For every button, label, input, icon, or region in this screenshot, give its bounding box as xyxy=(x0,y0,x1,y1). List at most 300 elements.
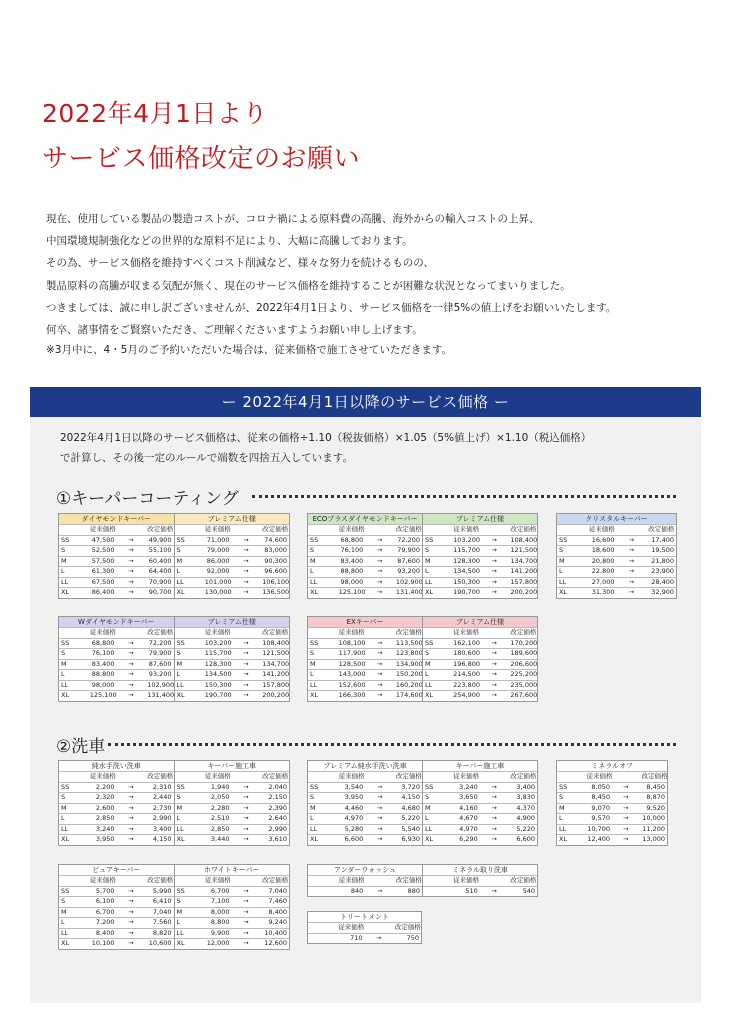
table-row xyxy=(308,782,537,793)
arrow-cell: → xyxy=(117,588,146,598)
old-price-cell: 180,600 xyxy=(453,649,480,657)
size-header xyxy=(59,772,88,783)
old-price-cell: 8,400 xyxy=(88,928,117,939)
new-price-cell: 113,500 xyxy=(395,638,423,647)
section-divider xyxy=(108,743,676,746)
formula-line: 2022年4月1日以降のサービス価格は、従来の価格÷1.10（税抜価格）×1.05（5%値上げ）×1.10（税込価格） xyxy=(60,432,592,444)
old-price-cell: 117,900 xyxy=(338,649,366,657)
table-row xyxy=(308,803,537,814)
arrow-cell: → xyxy=(480,814,509,825)
size-cell: S xyxy=(308,649,337,660)
old-price-cell: 88,800 xyxy=(337,567,366,578)
intro-line: つきましては、誠に申し訳ございませんが、2022年4月1日より、サービス価格を一律5%の値上げをお願いいたします。 xyxy=(46,301,617,314)
new-price-cell: 32,900 xyxy=(646,588,676,598)
size-cell: SS xyxy=(557,535,587,546)
size-cell: LL xyxy=(59,680,88,691)
size-cell: LL xyxy=(59,577,88,588)
arrow-cell: → xyxy=(117,577,146,588)
arrow-cell: → xyxy=(232,782,261,793)
new-price-cell: 200,200 xyxy=(262,691,289,699)
old-price-cell: 150,300 xyxy=(204,680,232,689)
table-row xyxy=(557,567,676,578)
new-price-cell: 9,240 xyxy=(260,918,289,929)
arrow-cell: → xyxy=(232,567,261,578)
table-title: クリスタルキーパー xyxy=(557,514,676,525)
size-header xyxy=(423,876,452,887)
table-row xyxy=(59,907,289,918)
size-cell: SS xyxy=(308,638,337,649)
old-price-cell: 134,500 xyxy=(453,567,480,575)
formula-line: で計算し、その後一定のルールで端数を四捨五入しています。 xyxy=(60,452,353,464)
new-price-cell: 3,830 xyxy=(508,793,537,804)
table-row xyxy=(308,546,537,557)
new-price-cell: 4,150 xyxy=(145,835,174,845)
new-price-cell: 7,560 xyxy=(145,918,174,929)
size-cell: S xyxy=(423,649,452,660)
table-row xyxy=(308,933,421,943)
arrow-cell: → xyxy=(365,886,394,896)
arrow-cell: → xyxy=(232,556,261,567)
size-header xyxy=(308,772,337,783)
new-price-header: 改定価格 xyxy=(262,876,289,884)
size-cell: S xyxy=(59,649,88,660)
table-row xyxy=(59,638,289,649)
size-cell: M xyxy=(557,556,587,567)
new-price-cell: 64,400 xyxy=(145,567,174,578)
old-price-cell: 27,000 xyxy=(587,577,617,588)
arrow-cell: → xyxy=(232,835,261,845)
table-row xyxy=(308,835,537,845)
price-table xyxy=(307,616,538,702)
arrow-cell: → xyxy=(480,638,509,649)
old-price-cell: 710 xyxy=(336,933,364,943)
arrow-cell: → xyxy=(232,670,261,681)
arrow-cell: → xyxy=(365,814,394,825)
table-row xyxy=(59,803,289,814)
arrow-cell: → xyxy=(117,824,146,835)
new-price-cell: 225,200 xyxy=(510,670,537,678)
arrow-cell: → xyxy=(117,638,146,649)
table-title: プレミアム仕様 xyxy=(423,514,538,525)
arrow-cell: → xyxy=(480,835,509,845)
old-price-header: 従来価格 xyxy=(338,525,365,533)
arrow-cell: → xyxy=(232,535,261,546)
new-price-cell: 134,700 xyxy=(510,556,537,565)
price-table xyxy=(58,760,290,846)
old-price-cell: 152,600 xyxy=(338,680,366,689)
old-price-cell: 4,460 xyxy=(337,803,366,814)
size-cell: M xyxy=(59,803,88,814)
old-price-cell: 125,100 xyxy=(89,691,117,699)
price-table xyxy=(307,760,538,846)
new-price-cell: 4,370 xyxy=(508,803,537,814)
new-price-cell: 7,460 xyxy=(260,897,289,908)
new-price-cell: 170,200 xyxy=(510,638,537,647)
size-cell: L xyxy=(308,567,337,578)
size-cell: S xyxy=(59,897,88,908)
size-cell: M xyxy=(59,659,88,670)
old-price-header: 従来価格 xyxy=(453,772,480,780)
old-price-cell: 115,700 xyxy=(453,546,480,554)
size-cell: M xyxy=(423,556,452,567)
arrow-cell: → xyxy=(117,670,146,681)
old-price-cell: 130,000 xyxy=(204,588,232,596)
new-price-cell: 13,000 xyxy=(640,835,668,845)
new-price-cell: 23,900 xyxy=(646,567,676,578)
arrow-cell: → xyxy=(480,649,509,660)
table-title: ホワイトキーパー xyxy=(174,865,289,876)
arrow-cell: → xyxy=(232,939,261,949)
arrow-cell: → xyxy=(117,918,146,929)
formula-text xyxy=(60,428,591,468)
table-row xyxy=(59,928,289,939)
new-price-cell: 540 xyxy=(508,886,537,896)
table-row xyxy=(308,577,537,588)
arrow-cell: → xyxy=(480,659,509,670)
size-cell: L xyxy=(59,814,88,825)
size-cell: LL xyxy=(308,824,337,835)
size-cell: XL xyxy=(59,691,88,701)
size-cell: SS xyxy=(308,782,337,793)
old-price-cell: 68,800 xyxy=(337,535,366,546)
arrow-cell: → xyxy=(117,897,146,908)
table-row xyxy=(59,814,289,825)
new-price-header: 改定価格 xyxy=(147,628,174,636)
table-row xyxy=(308,659,537,670)
arrow-cell: → xyxy=(232,928,261,939)
old-price-cell: 125,100 xyxy=(338,588,366,596)
intro-line: その為、サービス価格を維持すべくコスト削減など、様々な努力を続けるものの、 xyxy=(46,257,434,270)
new-price-cell: 7,040 xyxy=(145,907,174,918)
new-price-cell: 8,450 xyxy=(640,782,668,793)
size-cell: L xyxy=(308,814,337,825)
size-cell: XL xyxy=(308,588,337,598)
arrow-cell: → xyxy=(612,835,640,845)
size-cell xyxy=(308,886,337,896)
arrow-cell: → xyxy=(365,567,394,578)
arrow-cell: → xyxy=(612,824,640,835)
table-row xyxy=(557,556,676,567)
old-price-cell: 71,000 xyxy=(203,535,232,546)
size-cell: LL xyxy=(308,680,337,691)
arrow-cell: → xyxy=(480,680,509,691)
new-price-header: 改定価格 xyxy=(510,628,537,636)
size-cell: LL xyxy=(557,824,585,835)
old-price-cell: 61,300 xyxy=(88,567,117,578)
size-cell: LL xyxy=(308,577,337,588)
size-cell: XL xyxy=(59,939,88,949)
new-price-cell: 750 xyxy=(393,933,421,943)
arrow-cell: → xyxy=(232,546,261,557)
old-price-cell: 108,100 xyxy=(338,638,366,647)
arrow-cell: → xyxy=(480,556,509,567)
new-price-header: 改定価格 xyxy=(262,525,289,533)
new-price-cell: 4,680 xyxy=(394,803,423,814)
old-price-cell: 86,400 xyxy=(88,588,117,598)
new-price-cell: 2,990 xyxy=(260,824,289,835)
new-price-cell: 106,100 xyxy=(262,577,289,586)
size-cell: SS xyxy=(423,535,452,546)
arrow-header xyxy=(365,923,393,934)
size-cell: L xyxy=(174,567,203,578)
table-row xyxy=(557,824,667,835)
size-cell: XL xyxy=(174,835,203,845)
size-cell: S xyxy=(423,793,452,804)
arrow-cell: → xyxy=(612,793,640,804)
size-header xyxy=(308,628,337,639)
table-title: Wダイヤモンドキーパー xyxy=(59,617,174,628)
arrow-cell: → xyxy=(365,803,394,814)
table-title: ミネラル取り洗車 xyxy=(423,865,538,876)
new-price-cell: 49,900 xyxy=(145,535,174,546)
old-price-cell: 52,500 xyxy=(88,546,117,557)
size-cell xyxy=(308,933,336,943)
size-cell: SS xyxy=(423,638,452,649)
table-row xyxy=(308,793,537,804)
size-cell: SS xyxy=(174,535,203,546)
old-price-cell: 6,700 xyxy=(203,886,232,897)
arrow-cell: → xyxy=(117,649,146,660)
size-cell: S xyxy=(59,546,88,557)
old-price-cell: 3,240 xyxy=(88,824,117,835)
new-price-cell: 21,800 xyxy=(646,556,676,567)
reservation-note: ※3月中に、4・5月のご予約いただいた場合は、従来価格で施工させていただきます。 xyxy=(46,344,452,356)
size-cell: LL xyxy=(557,577,587,588)
old-price-cell: 128,300 xyxy=(204,659,232,668)
size-cell: XL xyxy=(423,691,452,701)
arrow-header xyxy=(365,772,394,783)
table-row xyxy=(308,691,537,701)
new-price-cell: 10,000 xyxy=(640,814,668,825)
arrow-header xyxy=(117,628,146,639)
table-row xyxy=(59,886,289,897)
new-price-header: 改定価格 xyxy=(395,628,422,636)
old-price-cell: 214,500 xyxy=(453,670,480,678)
new-price-cell: 108,400 xyxy=(262,638,289,647)
old-price-cell: 18,600 xyxy=(587,546,617,557)
old-price-cell: 6,100 xyxy=(88,897,117,908)
arrow-cell: → xyxy=(365,670,394,681)
new-price-header: 改定価格 xyxy=(641,772,667,780)
arrow-cell: → xyxy=(365,556,394,567)
new-price-cell: 3,400 xyxy=(145,824,174,835)
old-price-header: 従来価格 xyxy=(453,525,480,533)
arrow-cell: → xyxy=(232,588,261,598)
table-row xyxy=(308,588,537,598)
size-cell: LL xyxy=(423,577,452,588)
old-price-cell: 4,670 xyxy=(451,814,480,825)
arrow-cell: → xyxy=(117,546,146,557)
old-price-cell: 1,940 xyxy=(203,782,232,793)
table-row xyxy=(59,680,289,691)
old-price-cell: 5,280 xyxy=(337,824,366,835)
old-price-cell: 7,100 xyxy=(203,897,232,908)
new-price-cell: 79,900 xyxy=(145,649,174,660)
arrow-cell: → xyxy=(617,588,647,598)
price-table xyxy=(307,513,538,599)
table-title: プレミアム仕様 xyxy=(174,514,289,525)
table-row xyxy=(59,939,289,949)
table-row xyxy=(308,567,537,578)
arrow-cell: → xyxy=(232,691,261,701)
old-price-cell: 103,200 xyxy=(204,638,232,647)
old-price-cell: 2,510 xyxy=(203,814,232,825)
arrow-header xyxy=(365,876,394,887)
table-row xyxy=(557,588,676,598)
size-cell: LL xyxy=(59,928,88,939)
section-keeper-coating: ①キーパーコーティング xyxy=(56,489,239,509)
new-price-cell: 160,200 xyxy=(395,680,423,689)
arrow-header xyxy=(232,876,261,887)
old-price-header: 従来価格 xyxy=(453,876,480,884)
arrow-cell: → xyxy=(480,691,509,701)
new-price-cell: 157,800 xyxy=(510,577,537,586)
size-header xyxy=(308,876,337,887)
table-row xyxy=(308,556,537,567)
size-header xyxy=(423,525,452,536)
new-price-cell: 150,200 xyxy=(395,670,423,678)
arrow-cell: → xyxy=(365,933,393,943)
table-row xyxy=(308,680,537,691)
size-cell: S xyxy=(174,897,203,908)
new-price-cell: 2,150 xyxy=(260,793,289,804)
new-price-cell: 880 xyxy=(394,886,423,896)
size-cell: SS xyxy=(174,886,203,897)
old-price-cell: 2,320 xyxy=(88,793,117,804)
arrow-cell: → xyxy=(232,918,261,929)
old-price-cell: 98,000 xyxy=(337,577,366,588)
old-price-cell: 190,700 xyxy=(204,691,232,699)
size-cell xyxy=(423,886,452,896)
size-cell: SS xyxy=(557,782,585,793)
table-row xyxy=(308,670,537,681)
price-table xyxy=(307,911,422,944)
arrow-cell: → xyxy=(232,886,261,897)
table-row xyxy=(59,535,289,546)
table-row xyxy=(308,886,537,896)
new-price-cell: 74,600 xyxy=(260,535,289,546)
new-price-cell: 55,100 xyxy=(145,546,174,557)
arrow-header xyxy=(365,628,394,639)
old-price-cell: 3,440 xyxy=(203,835,232,845)
title-line-2: サービス価格改定のお願い xyxy=(42,144,361,174)
size-header xyxy=(423,628,452,639)
arrow-cell: → xyxy=(232,649,261,660)
old-price-cell: 9,070 xyxy=(585,803,613,814)
new-price-cell: 87,600 xyxy=(394,556,423,567)
arrow-cell: → xyxy=(365,793,394,804)
old-price-cell: 79,000 xyxy=(203,546,232,557)
old-price-cell: 128,500 xyxy=(338,659,366,668)
arrow-cell: → xyxy=(117,680,146,691)
old-price-cell: 2,050 xyxy=(203,793,232,804)
new-price-cell: 174,600 xyxy=(395,691,423,699)
size-cell: S xyxy=(557,546,587,557)
size-header xyxy=(174,772,203,783)
old-price-cell: 98,000 xyxy=(88,680,117,691)
arrow-cell: → xyxy=(480,782,509,793)
old-price-cell: 2,850 xyxy=(88,814,117,825)
size-cell: L xyxy=(174,918,203,929)
old-price-header: 従来価格 xyxy=(204,628,231,636)
size-cell: SS xyxy=(59,782,88,793)
new-price-cell: 131,400 xyxy=(395,588,423,596)
new-price-cell: 141,200 xyxy=(262,670,289,678)
size-cell: M xyxy=(423,659,452,670)
old-price-cell: 8,450 xyxy=(585,793,613,804)
arrow-cell: → xyxy=(232,907,261,918)
new-price-cell: 8,870 xyxy=(640,793,668,804)
table-row xyxy=(557,803,667,814)
table-row xyxy=(59,556,289,567)
old-price-header: 従来価格 xyxy=(204,876,231,884)
old-price-cell: 76,100 xyxy=(337,546,366,557)
new-price-cell: 9,520 xyxy=(640,803,668,814)
section-divider xyxy=(252,495,676,498)
new-price-cell: 90,300 xyxy=(260,556,289,567)
table-row xyxy=(557,782,667,793)
arrow-cell: → xyxy=(117,835,146,845)
new-price-cell: 6,930 xyxy=(394,835,423,845)
table-title: プレミアム仕様 xyxy=(174,617,289,628)
new-price-header: 改定価格 xyxy=(147,772,174,780)
old-price-cell: 83,400 xyxy=(337,556,366,567)
intro-line: 現在、使用している製品の製造コストが、コロナ禍による原料費の高騰、海外からの輸入コストの上昇、 xyxy=(46,213,540,225)
new-price-cell: 6,410 xyxy=(145,897,174,908)
arrow-cell: → xyxy=(612,782,640,793)
old-price-cell: 128,300 xyxy=(453,556,480,565)
old-price-cell: 2,850 xyxy=(203,824,232,835)
size-cell: XL xyxy=(308,691,337,701)
old-price-header: 従来価格 xyxy=(588,525,615,533)
old-price-header: 従来価格 xyxy=(204,525,231,533)
old-price-cell: 223,800 xyxy=(453,680,480,689)
new-price-header: 改定価格 xyxy=(262,628,289,636)
old-price-header: 従来価格 xyxy=(89,876,116,884)
arrow-header xyxy=(117,772,146,783)
table-title: プレミアム仕様 xyxy=(423,617,538,628)
size-cell: XL xyxy=(174,939,203,949)
new-price-cell: 200,200 xyxy=(510,588,537,596)
new-price-cell: 235,000 xyxy=(510,680,537,689)
size-cell: XL xyxy=(174,588,203,598)
old-price-cell: 4,970 xyxy=(451,824,480,835)
old-price-cell: 10,700 xyxy=(585,824,613,835)
size-cell: XL xyxy=(423,835,452,845)
old-price-cell: 8,050 xyxy=(585,782,613,793)
arrow-header xyxy=(612,772,640,783)
old-price-cell: 12,400 xyxy=(585,835,613,845)
size-cell: L xyxy=(59,670,88,681)
size-header xyxy=(59,525,88,536)
table-row xyxy=(308,535,537,546)
old-price-cell: 4,160 xyxy=(451,803,480,814)
table-row xyxy=(308,638,537,649)
new-price-cell: 131,400 xyxy=(147,691,174,699)
arrow-cell: → xyxy=(617,556,647,567)
arrow-cell: → xyxy=(617,567,647,578)
size-cell: LL xyxy=(423,824,452,835)
old-price-header: 従来価格 xyxy=(586,772,612,780)
new-price-cell: 8,400 xyxy=(260,907,289,918)
table-title: EXキーパー xyxy=(308,617,423,628)
new-price-cell: 189,600 xyxy=(510,649,537,657)
new-price-cell: 93,200 xyxy=(145,670,174,681)
size-header xyxy=(423,772,452,783)
price-table xyxy=(307,864,538,897)
old-price-cell: 190,700 xyxy=(453,588,480,596)
size-cell: XL xyxy=(423,588,452,598)
